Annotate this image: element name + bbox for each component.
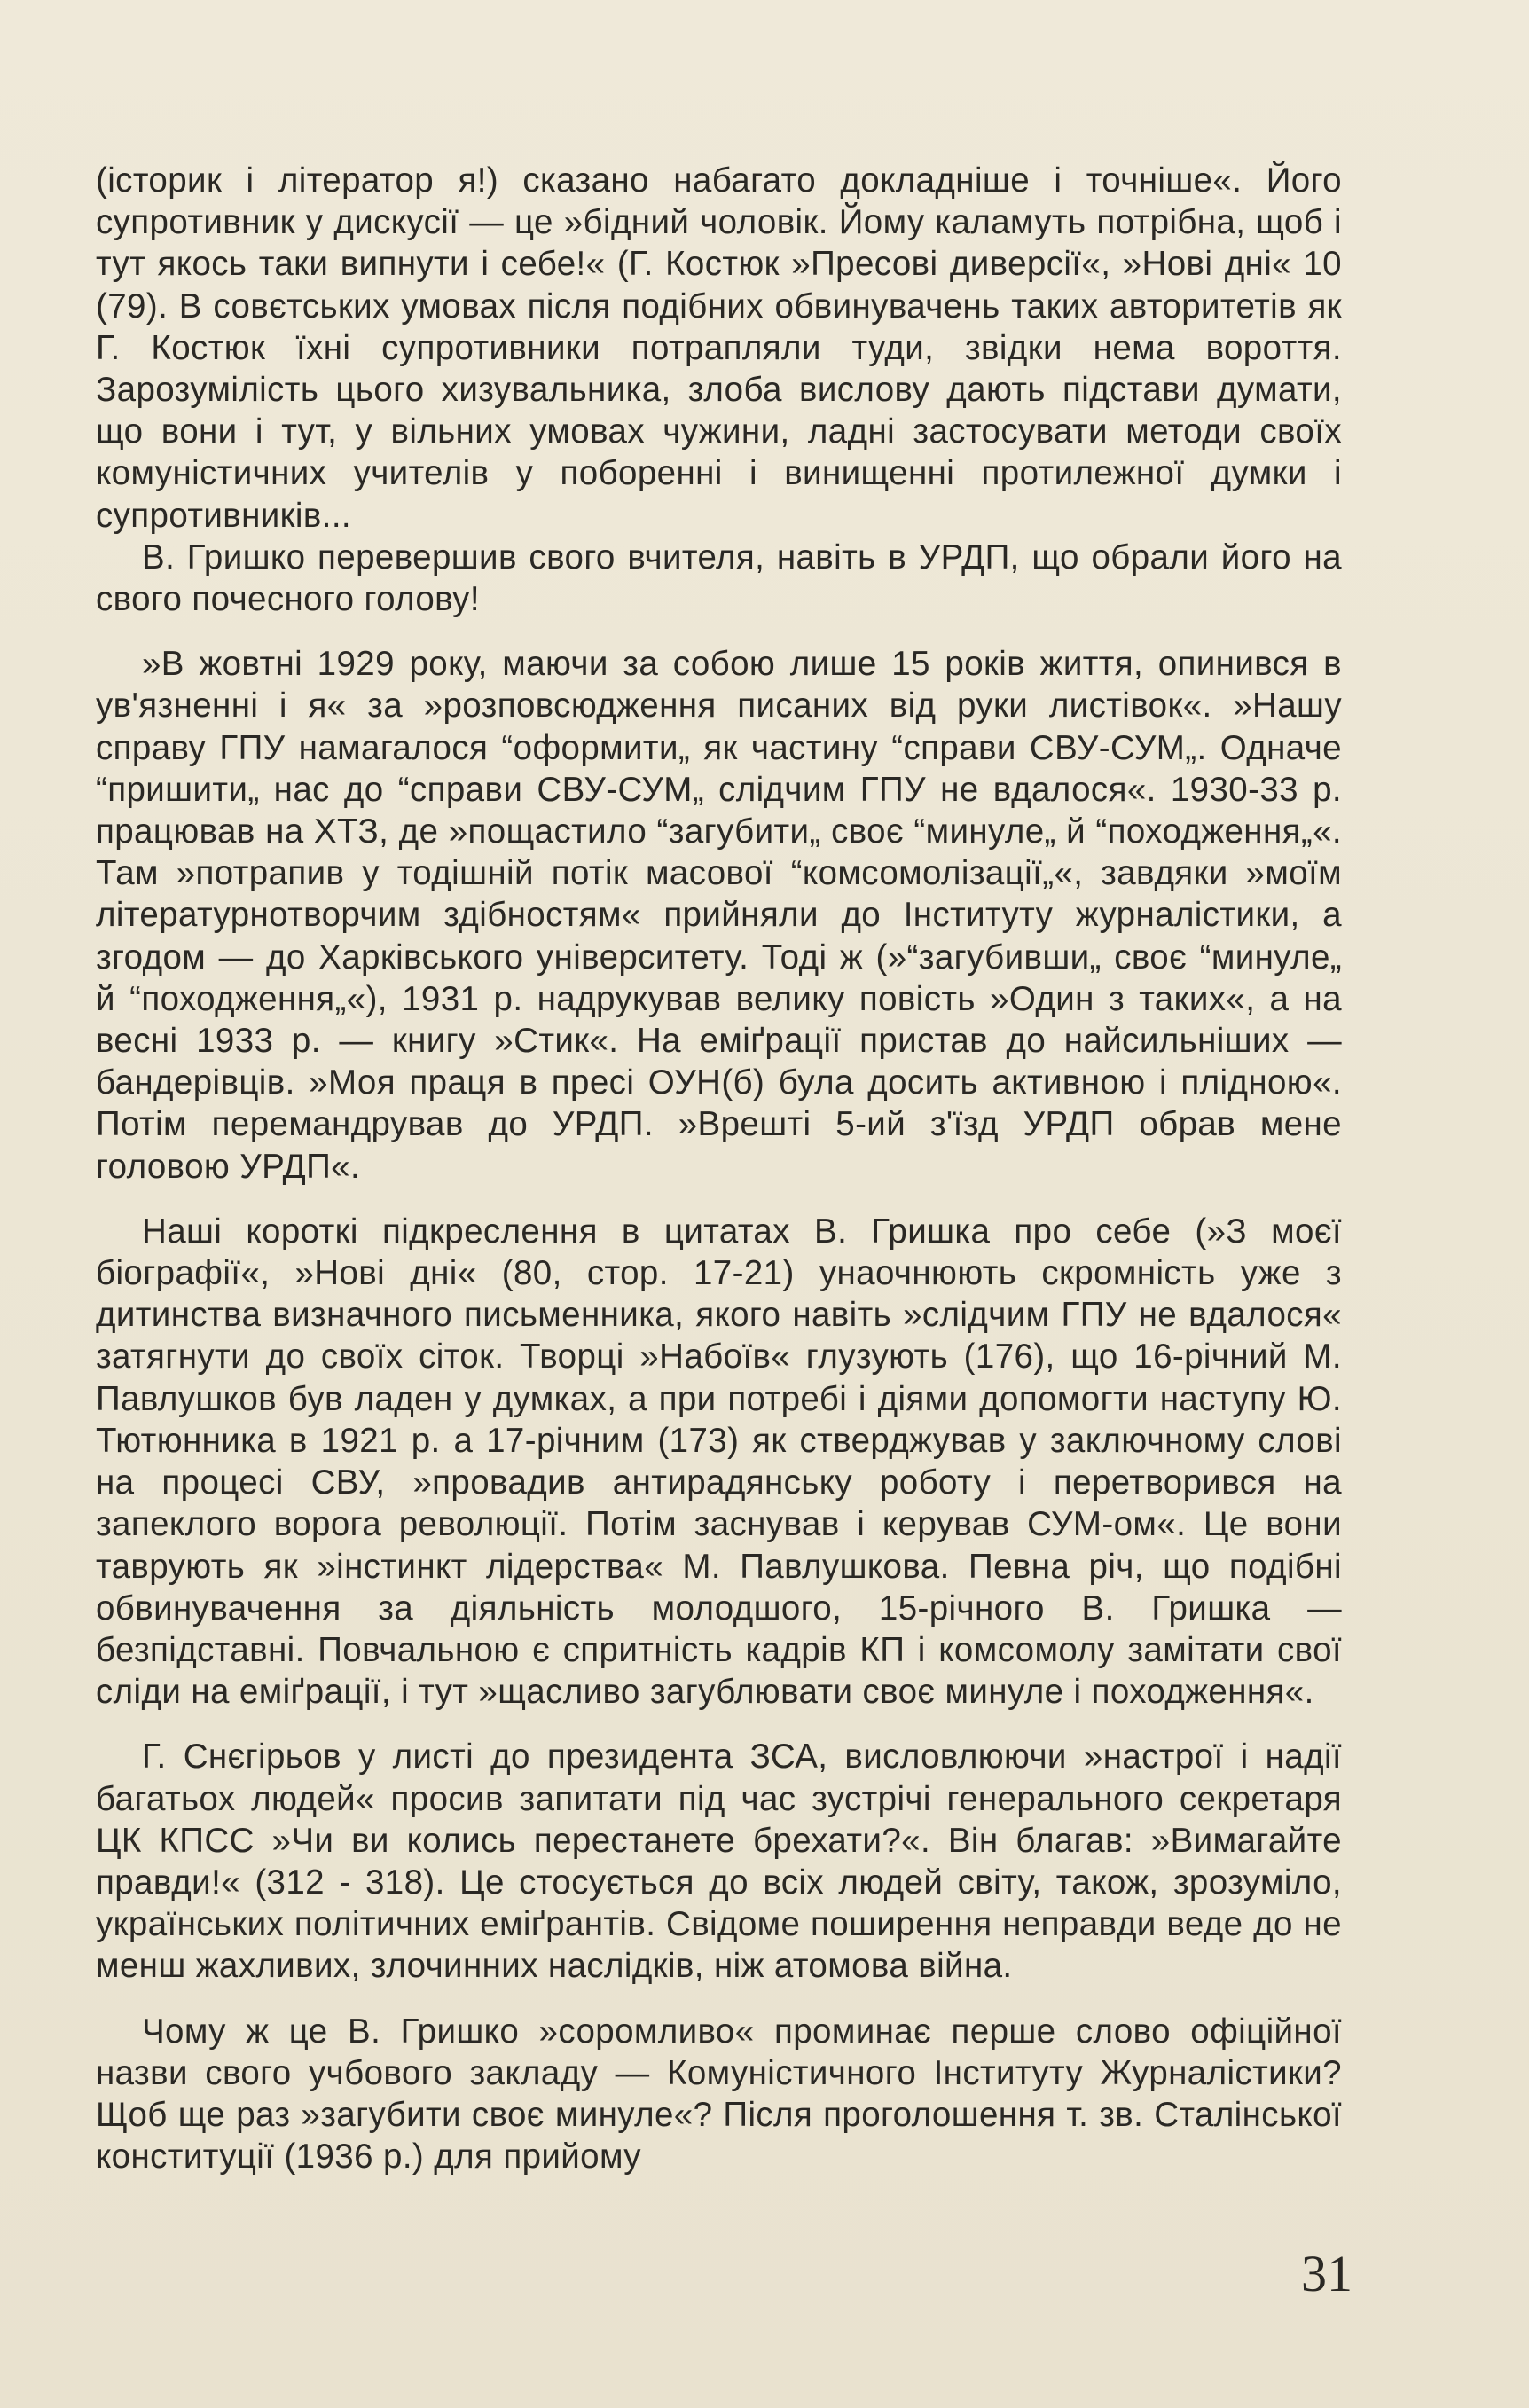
paragraph-1: (історик і літератор я!) сказано набагато докладніше і точніше«. Його супротивник у дискусії — це »бідний чоловік. Йому каламуть потрібна, щоб і тут якось таки випнути і себе!« (Г. Костюк »Пресові диверсії«, »Нові дні« 10 (79). В совєтських умовах після подібних обвинувачень таких авторитетів як Г. Костюк їхні супротивники потрапляли туди, звідки нема вороття. Зарозумілість цього хизувальника, злоба вислову дають підстави думати, що вони і тут, у вільних умовах чужини, ладні застосувати методи своїх комуністичних учителів у поборенні і винищенні протилежної думки і супротивників... [96, 161, 1342, 535]
page-number: 31 [1301, 2245, 1353, 2302]
paragraph-4: Наші короткі підкреслення в цитатах В. Гришка про себе (»З моєї біографії«, »Нові дні« (80, стор. 17-21) унаочнюють скромність уже з дитинства визначного письменника, якого навіть »слідчим ГПУ не вдалося« затягнути до своїх сіток. Творці »Набоїв« глузують (176), що 16-річний М. Павлушков був ладен у думках, а при потребі і діями допомогти наступу Ю. Тютюнника в 1921 р. а 17-річним (173) як стверджував у заключному слові на процесі СВУ, »провадив антирадянську роботу і перетворився на запеклого ворога революції. Потім заснував і керував СУМ-ом«. Це вони таврують як »інстинкт лідерства« М. Павлушкова. Певна річ, що подібні обвинувачення за діяльність молодшого, 15-річного В. Гришка — безпідставні. Повчальною є спритність кадрів КП і комсомолу замітати свої сліди на еміґрації, і тут »щасливо загублювати своє минуле і походження«. [96, 1212, 1342, 1712]
paragraph-3: »В жовтні 1929 року, маючи за собою лише 15 років життя, опинився в ув'язненні і я« за »розповсюдження писаних від руки листівок«. »Нашу справу ГПУ намагалося “оформити„ як частину “справи СВУ-СУМ„. Одначе “пришити„ нас до “справи СВУ-СУМ„ слідчим ГПУ не вдалося«. 1930-33 р. працював на ХТЗ, де »пощастило “загубити„ своє “минуле„ й “походження„«. Там »потрапив у тодішній потік масової “комсомолізації„«, завдяки »моїм літературнотворчим здібностям« прийняли до Інституту журналістики, а згодом — до Харківського університету. Тоді ж (»“загубивши„ своє “минуле„ й “походження„«), 1931 р. надрукував велику повість »Один з таких«, а на весні 1933 р. — книгу »Стик«. На еміґрації пристав до найсильніших — бандерівців. »Моя праця в пресі ОУН(б) була досить активною і плідною«. Потім перемандрував до УРДП. »Врешті 5-ий з'їзд УРДП обрав мене головою УРДП«. [96, 645, 1342, 1186]
paragraph-6: Чому ж це В. Гришко »соромливо« проминає перше слово офіційної назви свого учбового закладу — Комуністичного Інституту Журналістики? Щоб ще раз »загубити своє минуле«? Після проголошення т. зв. Сталінської конституції (1936 р.) для прийому [96, 2012, 1342, 2177]
paragraph-5: Г. Снєгірьов у листі до президента ЗСА, висловлюючи »настрої і надії багатьох людей« просив запитати під час зустрічі генерального секретаря ЦК КПСС »Чи ви колись перестанете брехати?«. Він благав: »Вимагайте правди!« (312 - 318). Це стосується до всіх людей світу, також, зрозуміло, українських політичних еміґрантів. Свідоме поширення неправди веде до не менш жахливих, злочинних наслідків, ніж атомова війна. [96, 1737, 1342, 1986]
paragraph-2: В. Гришко перевершив свого вчителя, навіть в УРДП, що обрали його на свого почесного голову! [96, 537, 1342, 619]
body-text [96, 160, 1342, 2177]
